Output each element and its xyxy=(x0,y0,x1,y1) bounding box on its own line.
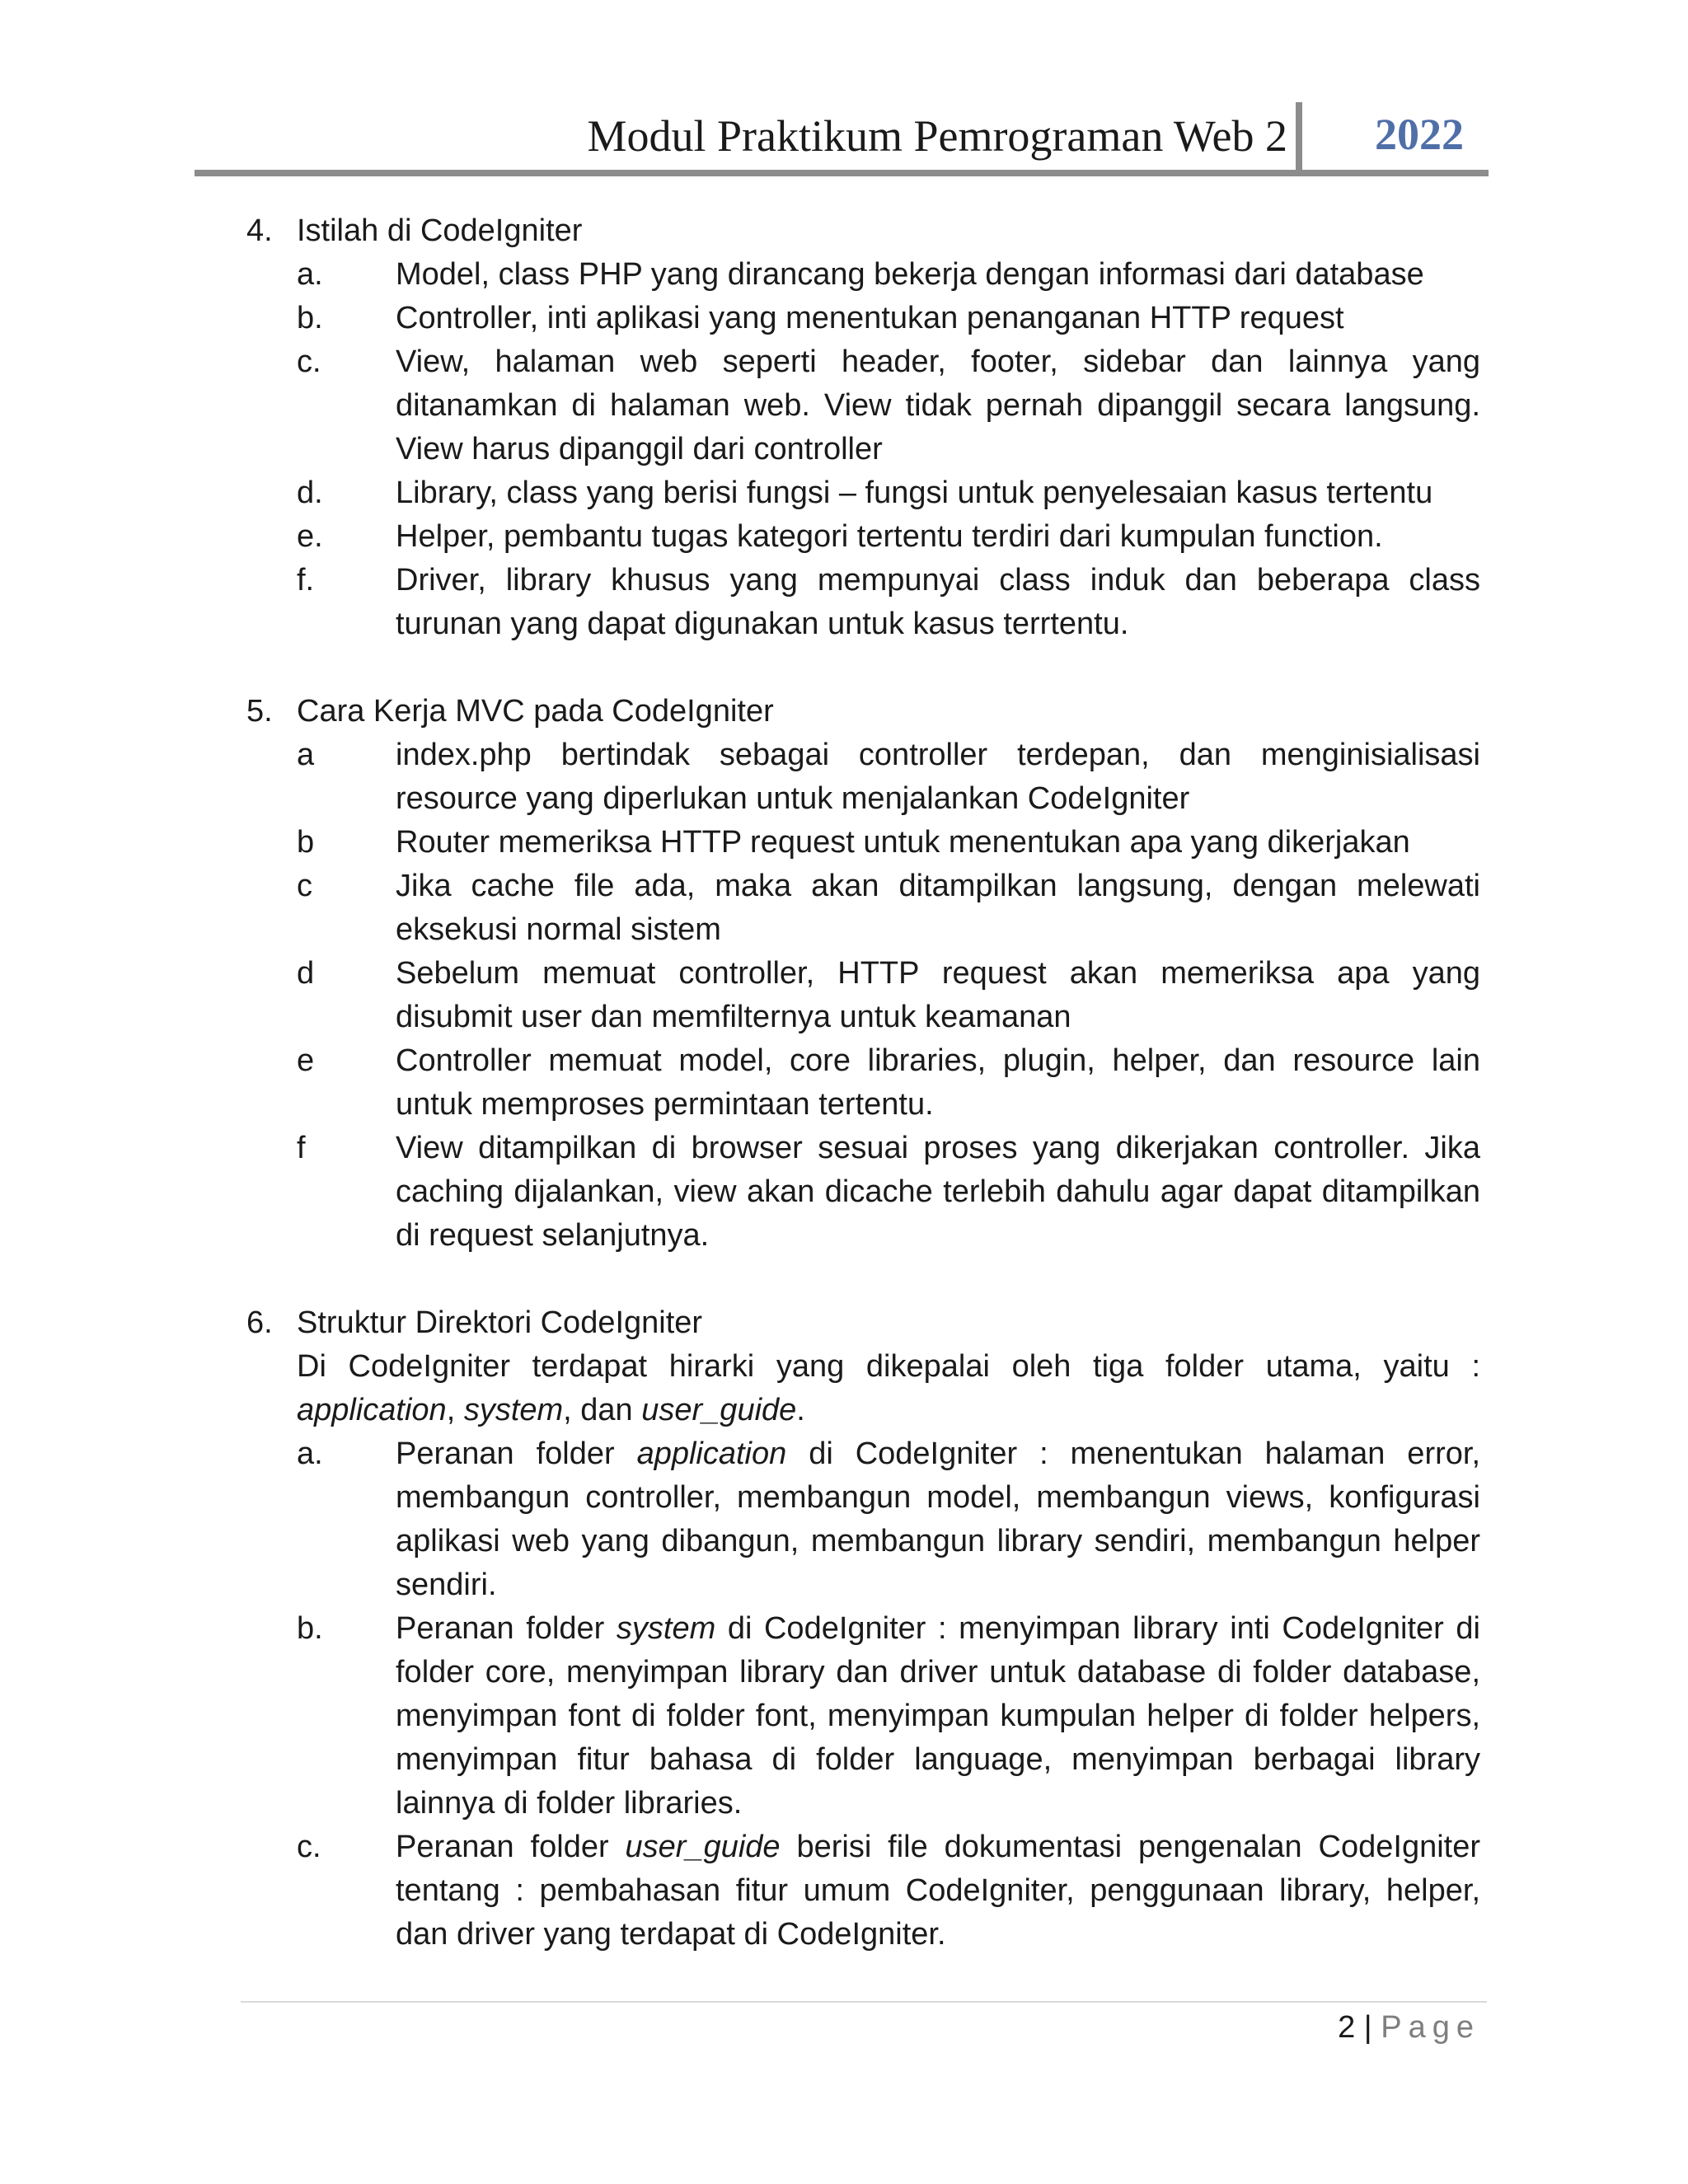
page-footer xyxy=(1338,2006,1480,2050)
list-text: di CodeIgniter : menyimpan library inti CodeIgniter di folder core, menyimpan library dan driver untuk database di folder database, menyimpan font di folder font, menyimpan kumpulan helper di folder helpers, menyimpan fitur bahasa di folder language, menyimpan berbagai library lainnya di folder libraries. xyxy=(396,1611,1480,1821)
list-text: Model, class PHP yang dirancang bekerja dengan informasi dari database xyxy=(396,257,1424,292)
list-emphasis: user_guide xyxy=(625,1830,781,1864)
section-number: 4. xyxy=(246,213,273,248)
intro-text: . xyxy=(796,1393,805,1427)
page-number: 2 xyxy=(1338,2010,1356,2045)
list-text: Driver, library khusus yang mempunyai class induk dan beberapa class turunan yang dapat digunakan untuk kasus terrtentu. xyxy=(396,563,1480,641)
section-title: Istilah di CodeIgniter xyxy=(297,213,583,248)
list-item xyxy=(297,340,1480,471)
list-text: Helper, pembantu tugas kategori tertentu terdiri dari kumpulan function. xyxy=(396,519,1383,554)
list-item xyxy=(297,515,1480,559)
list-item xyxy=(297,1432,1480,1607)
list-item xyxy=(297,1127,1480,1258)
document-body xyxy=(195,209,1480,1957)
list-marker: b. xyxy=(297,1611,323,1646)
list-text: View, halaman web seperti header, footer, sidebar dan lainnya yang ditanamkan di halaman web. View tidak pernah dipanggil secara langsung. View harus dipanggil dari controller xyxy=(396,344,1480,466)
page-label: Page xyxy=(1381,2010,1480,2045)
list-marker: c. xyxy=(297,344,321,379)
list-item xyxy=(297,297,1480,340)
list-marker: a. xyxy=(297,257,323,292)
section-istilah xyxy=(195,209,1480,646)
list-item xyxy=(297,865,1480,952)
section-number: 6. xyxy=(246,1305,273,1340)
list-marker: b. xyxy=(297,301,323,335)
list-item xyxy=(297,952,1480,1039)
list-item xyxy=(297,1039,1480,1127)
list-marker: f. xyxy=(297,563,315,598)
header-divider xyxy=(1296,102,1302,171)
list-marker: c xyxy=(297,869,312,903)
list-text: Sebelum memuat controller, HTTP request akan memeriksa apa yang disubmit user dan memfilternya untuk keamanan xyxy=(396,956,1480,1034)
intro-text: , xyxy=(446,1393,464,1427)
list-item xyxy=(297,1825,1480,1957)
section-cara-kerja-mvc xyxy=(195,690,1480,1258)
section-number: 5. xyxy=(246,694,273,729)
section-title: Struktur Direktori CodeIgniter xyxy=(297,1305,703,1340)
list-item xyxy=(297,253,1480,297)
list-text: Peranan folder xyxy=(396,1830,626,1864)
list-marker: e xyxy=(297,1043,315,1078)
header-year: 2022 xyxy=(1375,110,1464,159)
list-text: Controller, inti aplikasi yang menentukan penanganan HTTP request xyxy=(396,301,1344,335)
sub-list xyxy=(297,733,1480,1258)
footer-rule xyxy=(241,2001,1487,2003)
footer-separator: | xyxy=(1355,2010,1381,2045)
section-intro xyxy=(297,1345,1480,1432)
list-marker: c. xyxy=(297,1830,321,1864)
intro-text: Di CodeIgniter terdapat hirarki yang dikepalai oleh tiga folder utama, yaitu : xyxy=(297,1349,1480,1384)
list-text: Jika cache file ada, maka akan ditampilkan langsung, dengan melewati eksekusi normal sistem xyxy=(396,869,1480,947)
list-text: View ditampilkan di browser sesuai proses yang dikerjakan controller. Jika caching dijalankan, view akan dicache terlebih dahulu agar dapat ditampilkan di request selanjutnya. xyxy=(396,1131,1480,1253)
list-emphasis: system xyxy=(616,1611,716,1646)
list-text: Peranan folder xyxy=(396,1611,617,1646)
list-item xyxy=(297,1607,1480,1825)
list-text: berisi file dokumentasi pengenalan CodeIgniter tentang : pembahasan fitur umum CodeIgniter, penggunaan library, helper, dan driver yang terdapat di CodeIgniter. xyxy=(396,1830,1481,1952)
list-marker: f xyxy=(297,1131,306,1165)
page-header xyxy=(195,97,1489,176)
intro-text: , dan xyxy=(563,1393,642,1427)
section-struktur-direktori xyxy=(195,1301,1480,1957)
list-item xyxy=(297,559,1480,646)
list-marker: a. xyxy=(297,1436,323,1471)
list-text: di CodeIgniter : menentukan halaman error, membangun controller, membangun model, membangun views, konfigurasi aplikasi web yang dibangun, membangun library sendiri, membangun helper sendiri. xyxy=(396,1436,1480,1602)
section-title: Cara Kerja MVC pada CodeIgniter xyxy=(297,694,774,729)
list-text: Router memeriksa HTTP request untuk menentukan apa yang dikerjakan xyxy=(396,825,1410,860)
list-marker: a xyxy=(297,738,315,772)
list-item xyxy=(297,471,1480,515)
list-text: Controller memuat model, core libraries, plugin, helper, dan resource lain untuk memproses permintaan tertentu. xyxy=(396,1043,1480,1122)
list-text: Peranan folder xyxy=(396,1436,637,1471)
list-item xyxy=(297,821,1480,865)
intro-emphasis: application xyxy=(297,1393,447,1427)
list-marker: d xyxy=(297,956,315,991)
list-text: index.php bertindak sebagai controller terdepan, dan menginisialisasi resource yang diperlukan untuk menjalankan CodeIgniter xyxy=(396,738,1480,816)
intro-emphasis: user_guide xyxy=(641,1393,797,1427)
header-title: Modul Praktikum Pemrograman Web 2 xyxy=(587,111,1287,161)
list-item xyxy=(297,733,1480,821)
list-marker: d. xyxy=(297,476,323,510)
header-rule xyxy=(195,170,1489,176)
sub-list xyxy=(297,253,1480,646)
list-marker: b xyxy=(297,825,315,860)
list-emphasis: application xyxy=(636,1436,787,1471)
intro-emphasis: system xyxy=(463,1393,564,1427)
list-text: Library, class yang berisi fungsi – fungsi untuk penyelesaian kasus tertentu xyxy=(396,476,1433,510)
sub-list xyxy=(297,1432,1480,1957)
list-marker: e. xyxy=(297,519,323,554)
